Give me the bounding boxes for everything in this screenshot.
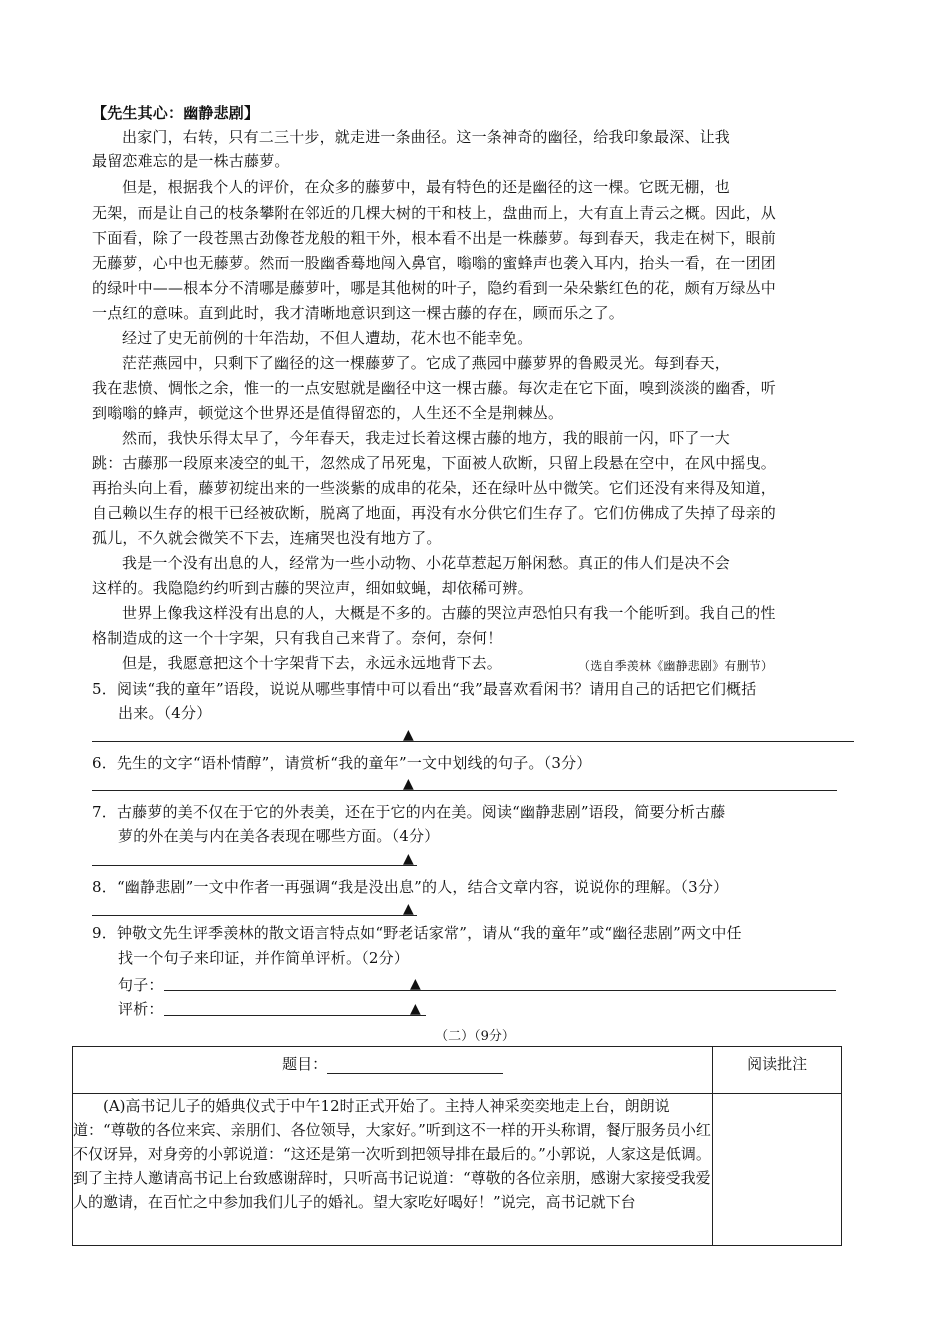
analysis-answer-line <box>164 1015 426 1016</box>
passage-line: 下面看，除了一段苍黑古劲像苍龙般的粗干外，根本看不出是一株藤萝。每到春天，我走在树下，眼前 <box>92 229 777 247</box>
passage-line: 世界上像我这样没有出息的人，大概是不多的。古藤的哭泣声恐怕只有我一个能听到。我自己的性 <box>122 604 776 622</box>
answer-line <box>92 741 854 742</box>
passage-cell <box>73 1094 713 1246</box>
answer-marker-icon: ▲ <box>403 851 414 867</box>
passage-line: 无架，而是让自己的枝条攀附在邻近的几棵大树的干和枝上，盘曲而上，大有直上青云之概。因此，从 <box>92 204 777 222</box>
question-9-cont: 找一个句子来印证，并作简单评析。（2分） <box>118 949 410 967</box>
passage-line: 这样的。我隐隐约约听到古藤的哭泣声，细如蚊蝇，却依稀可辨。 <box>92 579 533 597</box>
passage-line: 最留恋难忘的是一株古藤萝。 <box>92 152 290 170</box>
passage-paragraph: (A)高书记儿子的婚典仪式于中午12时正式开始了。主持人神采奕奕地走上台，朗朗说道：“尊敬的各位来宾、亲朋们、各位领导，大家好。”听到这不一样的开头称谓，餐厅服务员小红不仅讶异，对身旁的小郭说道：“这还是第一次听到把领导排在最后的。”小郭说，人家这是低调。到了主持人邀请高书记上台致感谢辞时，只听高书记说道：“尊敬的各位亲朋，感谢大家接受我爱人的邀请，在百忙之中参加我们儿子的婚礼。望大家吃好喝好！”说完，高书记就下台 <box>73 1097 711 1211</box>
source-note: （选自季羡林《幽静悲剧》有删节） <box>578 659 774 673</box>
passage-line: 跳：古藤那一段原来凌空的虬干，忽然成了吊死鬼，下面被人砍断，只留上段悬在空中，在风中摇曳。 <box>92 454 777 472</box>
sentence-label: 句子： <box>118 976 164 994</box>
passage-line: 到嗡嗡的蜂声，顿觉这个世界还是值得留恋的，人生还不全是荆棘丛。 <box>92 404 564 422</box>
answer-marker-icon: ▲ <box>410 1001 421 1017</box>
sentence-answer-line <box>164 990 836 991</box>
answer-marker-icon: ▲ <box>403 901 414 917</box>
question-7: 7．古藤萝的美不仅在于它的外表美，还在于它的内在美。阅读“幽静悲剧”语段，简要分析古藤 <box>92 803 726 821</box>
passage-line: 经过了史无前例的十年浩劫，不但人遭劫，花木也不能幸免。 <box>122 329 533 347</box>
title-blank <box>327 1057 503 1074</box>
part-two-heading: （二）（9分） <box>435 1029 515 1044</box>
passage-line: 再抬头向上看，藤萝初绽出来的一些淡紫的成串的花朵，还在绿叶丛中微笑。它们还没有来得及知道， <box>92 479 777 497</box>
passage-line: 我是一个没有出息的人，经常为一些小动物、小花草惹起万斛闲愁。真正的伟人们是决不会 <box>122 554 731 572</box>
passage-line: 的绿叶中——根本分不清哪是藤萝叶，哪是其他树的叶子，隐约看到一朵朵紫红色的花，颇有万绿丛中 <box>92 279 777 297</box>
answer-marker-icon: ▲ <box>403 727 414 743</box>
question-8: 8．“幽静悲剧”一文中作者一再强调“我是没出息”的人，结合文章内容，说说你的理解。（3分） <box>92 878 729 896</box>
passage-line: 格制造成的这一个十字架，只有我自己来背了。奈何，奈何！ <box>92 629 503 647</box>
passage-line: 一点红的意味。直到此时，我才清晰地意识到这一棵古藤的存在，顾而乐之了。 <box>92 304 625 322</box>
passage-line: 然而，我快乐得太早了，今年春天，我走过长着这棵古藤的地方，我的眼前一闪，吓了一大 <box>122 429 731 447</box>
title-label: 题目： <box>282 1055 328 1073</box>
annotation-header: 阅读批注 <box>713 1047 842 1094</box>
question-5: 5．阅读“我的童年”语段，说说从哪些事情中可以看出“我”最喜欢看闲书？请用自己的话把它们概括 <box>92 680 757 698</box>
passage-line: 无藤萝，心中也无藤萝。然而一股幽香蓦地闯入鼻官，嗡嗡的蜜蜂声也袭入耳内，抬头一看，在一团团 <box>92 254 777 272</box>
question-6: 6．先生的文字“语朴情醇”，请赏析“我的童年”一文中划线的句子。（3分） <box>92 754 592 772</box>
analysis-label: 评析： <box>118 1000 164 1018</box>
section-heading: 【先生其心：幽静悲剧】 <box>92 104 260 122</box>
answer-line <box>92 915 417 916</box>
passage-line: 出家门，右转，只有二三十步，就走进一条曲径。这一条神奇的幽径，给我印象最深、让我 <box>122 128 731 146</box>
passage-line: 茫茫燕园中，只剩下了幽径的这一棵藤萝了。它成了燕园中藤萝界的鲁殿灵光。每到春天， <box>122 354 731 372</box>
passage-line: 孤儿，不久就会微笑不下去，连痛哭也没有地方了。 <box>92 529 442 547</box>
question-5-cont: 出来。（4分） <box>118 704 212 722</box>
annotation-cell <box>713 1094 842 1246</box>
table-title-cell <box>73 1047 713 1094</box>
passage-line: 我在悲愤、惆怅之余，惟一的一点安慰就是幽径中这一棵古藤。每次走在它下面，嗅到淡淡的幽香，听 <box>92 379 777 397</box>
question-7-cont: 萝的外在美与内在美各表现在哪些方面。（4分） <box>118 827 440 845</box>
passage-line: 但是，我愿意把这个十字架背下去，永远永远地背下去。 <box>122 654 503 672</box>
answer-line <box>92 865 417 866</box>
answer-line <box>92 790 837 791</box>
passage-line: 自己赖以生存的根干已经被砍断，脱离了地面，再没有水分供它们生存了。它们仿佛成了失掉了母亲的 <box>92 504 777 522</box>
passage-line: 但是，根据我个人的评价，在众多的藤萝中，最有特色的还是幽径的这一棵。它既无棚，也 <box>122 178 731 196</box>
answer-marker-icon: ▲ <box>410 976 421 992</box>
question-9: 9．钟敬文先生评季羡林的散文语言特点如“野老话家常”，请从“我的童年”或“幽径悲剧”两文中任 <box>92 924 742 942</box>
answer-marker-icon: ▲ <box>403 776 414 792</box>
reading-table <box>72 1046 842 1246</box>
